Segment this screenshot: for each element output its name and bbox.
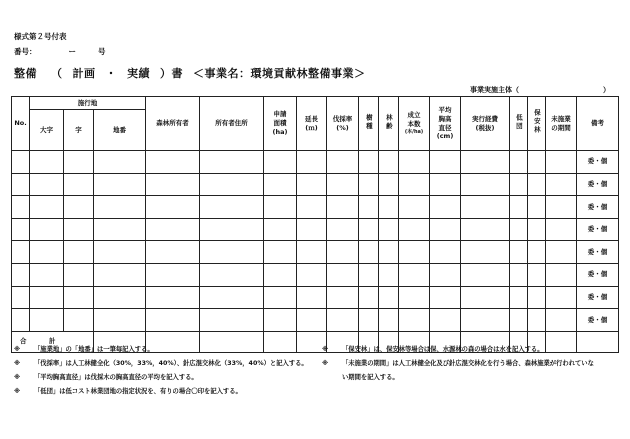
col-remarks: 備考 <box>577 97 619 151</box>
col-cut-rate: 伐採率 (%) <box>327 97 359 151</box>
table-cell[interactable] <box>546 241 577 264</box>
table-cell[interactable] <box>461 286 510 309</box>
table-cell[interactable] <box>399 263 430 286</box>
table-cell[interactable] <box>528 263 546 286</box>
table-cell[interactable] <box>12 241 30 264</box>
col-low-cost: 低団 <box>510 97 528 151</box>
implementer-field <box>470 85 610 95</box>
table-row <box>12 196 619 219</box>
table-cell[interactable] <box>327 196 359 219</box>
table-cell[interactable] <box>200 151 264 174</box>
note-item: ※ 「未施業の期間」は人工林健全化及び針広混交林化を行う場合、森林施業が行われていな <box>322 360 594 367</box>
table-cell[interactable] <box>528 196 546 219</box>
table-cell[interactable] <box>399 286 430 309</box>
table-cell[interactable] <box>64 218 94 241</box>
table-cell[interactable] <box>546 309 577 332</box>
table-cell[interactable] <box>379 309 399 332</box>
header-row-1 <box>12 97 619 110</box>
remark-cell[interactable]: 委・個 <box>577 218 619 241</box>
table-cell[interactable] <box>546 196 577 219</box>
table-row <box>12 241 619 264</box>
table-cell[interactable] <box>461 151 510 174</box>
col-protection: 保安林 <box>528 97 546 151</box>
form-number-label: 様式第２号付表 <box>14 32 67 41</box>
table-cell[interactable] <box>30 151 64 174</box>
table-cell[interactable] <box>30 309 64 332</box>
table-cell[interactable] <box>528 218 546 241</box>
table-cell[interactable] <box>146 263 200 286</box>
table-cell[interactable] <box>399 241 430 264</box>
table-cell[interactable] <box>64 173 94 196</box>
table-cell[interactable] <box>528 173 546 196</box>
table-cell[interactable] <box>30 263 64 286</box>
table-cell[interactable] <box>379 151 399 174</box>
table-cell[interactable] <box>200 196 264 219</box>
note-item: ※ 「保安林」は、保安林等場合は保、水源林の森の場合は水を記入する。 <box>322 346 544 353</box>
note-item: ※ 「低団」は低コスト林業団地の指定状況を、有りの場合〇印を記入する。 <box>14 388 242 395</box>
table-cell[interactable] <box>297 286 327 309</box>
table-cell[interactable] <box>94 173 146 196</box>
table-cell[interactable] <box>327 309 359 332</box>
table-cell[interactable] <box>297 263 327 286</box>
table-cell[interactable] <box>430 309 461 332</box>
table-row <box>12 263 619 286</box>
table-cell[interactable] <box>12 263 30 286</box>
table-cell[interactable] <box>528 241 546 264</box>
table-cell[interactable] <box>30 173 64 196</box>
table-cell[interactable] <box>30 196 64 219</box>
table-cell[interactable] <box>94 196 146 219</box>
table-cell[interactable] <box>264 173 297 196</box>
table-cell[interactable] <box>200 173 264 196</box>
remark-cell[interactable]: 委・個 <box>577 151 619 174</box>
table-cell[interactable] <box>30 218 64 241</box>
table-cell[interactable] <box>264 196 297 219</box>
title-option-plan: 計画 <box>72 67 96 80</box>
table-cell[interactable] <box>200 241 264 264</box>
table-cell[interactable] <box>12 151 30 174</box>
remark-cell[interactable]: 委・個 <box>577 263 619 286</box>
table-cell[interactable] <box>359 286 379 309</box>
note-item: ※ 「施業地」の「地番」は一筆毎記入する。 <box>14 346 154 353</box>
table-cell[interactable] <box>379 263 399 286</box>
table-cell[interactable] <box>359 151 379 174</box>
col-dbh: 平均 胸高 直径 (cm) <box>430 97 461 151</box>
implementer-label: 事業実施主体（ <box>470 86 519 94</box>
implementer-close: ） <box>603 86 610 94</box>
table-cell[interactable] <box>399 218 430 241</box>
table-cell[interactable] <box>264 151 297 174</box>
col-location-group: 施行地 <box>30 97 146 110</box>
table-cell[interactable] <box>430 263 461 286</box>
table-cell[interactable] <box>297 241 327 264</box>
table-cell[interactable] <box>327 286 359 309</box>
table-cell[interactable] <box>461 241 510 264</box>
table-cell[interactable] <box>146 241 200 264</box>
table-cell[interactable] <box>64 309 94 332</box>
col-area: 申請 面積 (ha) <box>264 97 297 151</box>
col-owner-address: 所有者住所 <box>200 97 264 151</box>
table-row <box>12 173 619 196</box>
table-cell[interactable] <box>264 241 297 264</box>
title-prefix: 整備 <box>14 67 37 80</box>
table-cell[interactable] <box>510 286 528 309</box>
table-cell[interactable] <box>510 218 528 241</box>
title-dot: ・ <box>105 67 117 80</box>
table-cell[interactable] <box>327 173 359 196</box>
table-cell[interactable] <box>146 173 200 196</box>
table-cell[interactable] <box>94 218 146 241</box>
table-cell[interactable] <box>297 173 327 196</box>
table-cell[interactable] <box>510 173 528 196</box>
col-chiban: 地番 <box>94 110 146 151</box>
table-cell[interactable] <box>461 173 510 196</box>
table-cell[interactable] <box>327 151 359 174</box>
table-cell[interactable] <box>510 196 528 219</box>
col-owner: 森林所有者 <box>146 97 200 151</box>
table-cell[interactable] <box>399 173 430 196</box>
table-cell[interactable] <box>359 241 379 264</box>
table-cell[interactable] <box>297 196 327 219</box>
table-cell[interactable] <box>359 218 379 241</box>
note-item: ※ 「平均胸高直径」は伐採木の胸高直径の平均を記入する。 <box>14 374 198 381</box>
table-cell[interactable] <box>399 196 430 219</box>
table-cell[interactable] <box>146 196 200 219</box>
table-cell[interactable] <box>64 151 94 174</box>
remark-cell[interactable]: 委・個 <box>577 173 619 196</box>
remark-cell[interactable]: 委・個 <box>577 286 619 309</box>
table-cell[interactable] <box>12 196 30 219</box>
number-dash: ー <box>68 47 76 56</box>
total-label: 合 計 <box>12 331 94 352</box>
table-cell[interactable] <box>264 263 297 286</box>
table-cell[interactable] <box>430 196 461 219</box>
table-cell[interactable] <box>146 218 200 241</box>
table-cell[interactable] <box>430 173 461 196</box>
col-species: 樹種 <box>359 97 379 151</box>
table-cell[interactable] <box>510 309 528 332</box>
table-cell[interactable] <box>430 218 461 241</box>
col-oaza: 大字 <box>30 110 64 151</box>
table-cell[interactable] <box>94 309 146 332</box>
table-cell[interactable] <box>12 173 30 196</box>
number-suffix: 号 <box>98 47 106 56</box>
table-cell[interactable] <box>327 218 359 241</box>
table-cell[interactable] <box>359 309 379 332</box>
table-cell[interactable] <box>264 218 297 241</box>
col-period: 未施業 の期間 <box>546 97 577 151</box>
remark-cell[interactable]: 委・個 <box>577 309 619 332</box>
title-close-paren: ） <box>160 67 172 80</box>
table-cell[interactable] <box>64 263 94 286</box>
table-cell[interactable] <box>461 196 510 219</box>
table-cell[interactable] <box>264 309 297 332</box>
table-cell[interactable] <box>528 286 546 309</box>
table-cell[interactable] <box>30 286 64 309</box>
table-cell[interactable] <box>379 241 399 264</box>
table-cell[interactable] <box>430 286 461 309</box>
table-cell[interactable] <box>30 241 64 264</box>
table-cell[interactable] <box>359 173 379 196</box>
col-no: No. <box>12 97 30 151</box>
table-row <box>12 218 619 241</box>
table-cell[interactable] <box>359 196 379 219</box>
title-open-paren: （ <box>51 67 63 80</box>
table-cell[interactable] <box>461 218 510 241</box>
table-cell[interactable] <box>200 218 264 241</box>
table-cell[interactable] <box>399 151 430 174</box>
col-age: 林齢 <box>379 97 399 151</box>
col-cost: 実行経費 (税抜) <box>461 97 510 151</box>
table-cell[interactable] <box>546 286 577 309</box>
table-cell[interactable] <box>12 218 30 241</box>
table-row <box>12 151 619 174</box>
table-cell[interactable] <box>12 286 30 309</box>
table-cell[interactable] <box>510 263 528 286</box>
table-cell[interactable] <box>200 286 264 309</box>
remark-cell[interactable]: 委・個 <box>577 196 619 219</box>
number-label: 番号： <box>14 47 37 56</box>
table-cell[interactable] <box>94 263 146 286</box>
table-cell[interactable] <box>297 151 327 174</box>
table-cell[interactable] <box>12 309 30 332</box>
table-cell[interactable] <box>64 196 94 219</box>
col-aza: 字 <box>64 110 94 151</box>
table-cell[interactable] <box>297 218 327 241</box>
table-cell[interactable] <box>546 151 577 174</box>
table-cell[interactable] <box>94 286 146 309</box>
remark-cell[interactable]: 委・個 <box>577 241 619 264</box>
table-cell[interactable] <box>146 151 200 174</box>
table-cell[interactable] <box>64 241 94 264</box>
col-stand-count: 成立 本数 (本/ha) <box>399 97 430 151</box>
table-cell[interactable] <box>461 309 510 332</box>
table-cell[interactable] <box>461 263 510 286</box>
table-cell[interactable] <box>430 241 461 264</box>
table-cell[interactable] <box>510 241 528 264</box>
document-title <box>14 65 366 81</box>
title-option-result: 実績 <box>127 67 150 80</box>
table-cell[interactable] <box>510 151 528 174</box>
note-item: い期間を記入する。 <box>342 374 399 381</box>
table-cell[interactable] <box>146 286 200 309</box>
table-cell[interactable] <box>430 151 461 174</box>
table-body <box>12 151 619 332</box>
table-cell[interactable] <box>379 218 399 241</box>
table-cell[interactable] <box>546 173 577 196</box>
table-cell[interactable] <box>546 263 577 286</box>
table-cell[interactable] <box>297 309 327 332</box>
table-cell[interactable] <box>200 263 264 286</box>
table-cell[interactable] <box>528 309 546 332</box>
table-cell[interactable] <box>379 173 399 196</box>
table-cell[interactable] <box>399 309 430 332</box>
table-cell[interactable] <box>379 286 399 309</box>
title-suffix: 書 <box>171 67 183 80</box>
table-cell[interactable] <box>64 286 94 309</box>
table-cell[interactable] <box>200 309 264 332</box>
table-cell[interactable] <box>264 286 297 309</box>
table-cell[interactable] <box>359 263 379 286</box>
table-cell[interactable] <box>528 151 546 174</box>
document-number <box>14 46 106 57</box>
project-name: ＜事業名：環境貢献林整備事業＞ <box>193 67 366 80</box>
table-row <box>12 309 619 332</box>
table-cell[interactable] <box>327 241 359 264</box>
col-length: 延長 (ｍ) <box>297 97 327 151</box>
table-cell[interactable] <box>379 196 399 219</box>
table-row <box>12 286 619 309</box>
forest-work-table <box>11 96 619 353</box>
table-cell[interactable] <box>94 241 146 264</box>
table-cell[interactable] <box>94 151 146 174</box>
table-cell[interactable] <box>146 309 200 332</box>
note-item: ※ 「伐採率」は人工林健全化（30%，33%，40%）、針広混交林化（33%，40%）と記入する。 <box>14 360 308 367</box>
table-cell[interactable] <box>546 218 577 241</box>
table-cell[interactable] <box>327 263 359 286</box>
